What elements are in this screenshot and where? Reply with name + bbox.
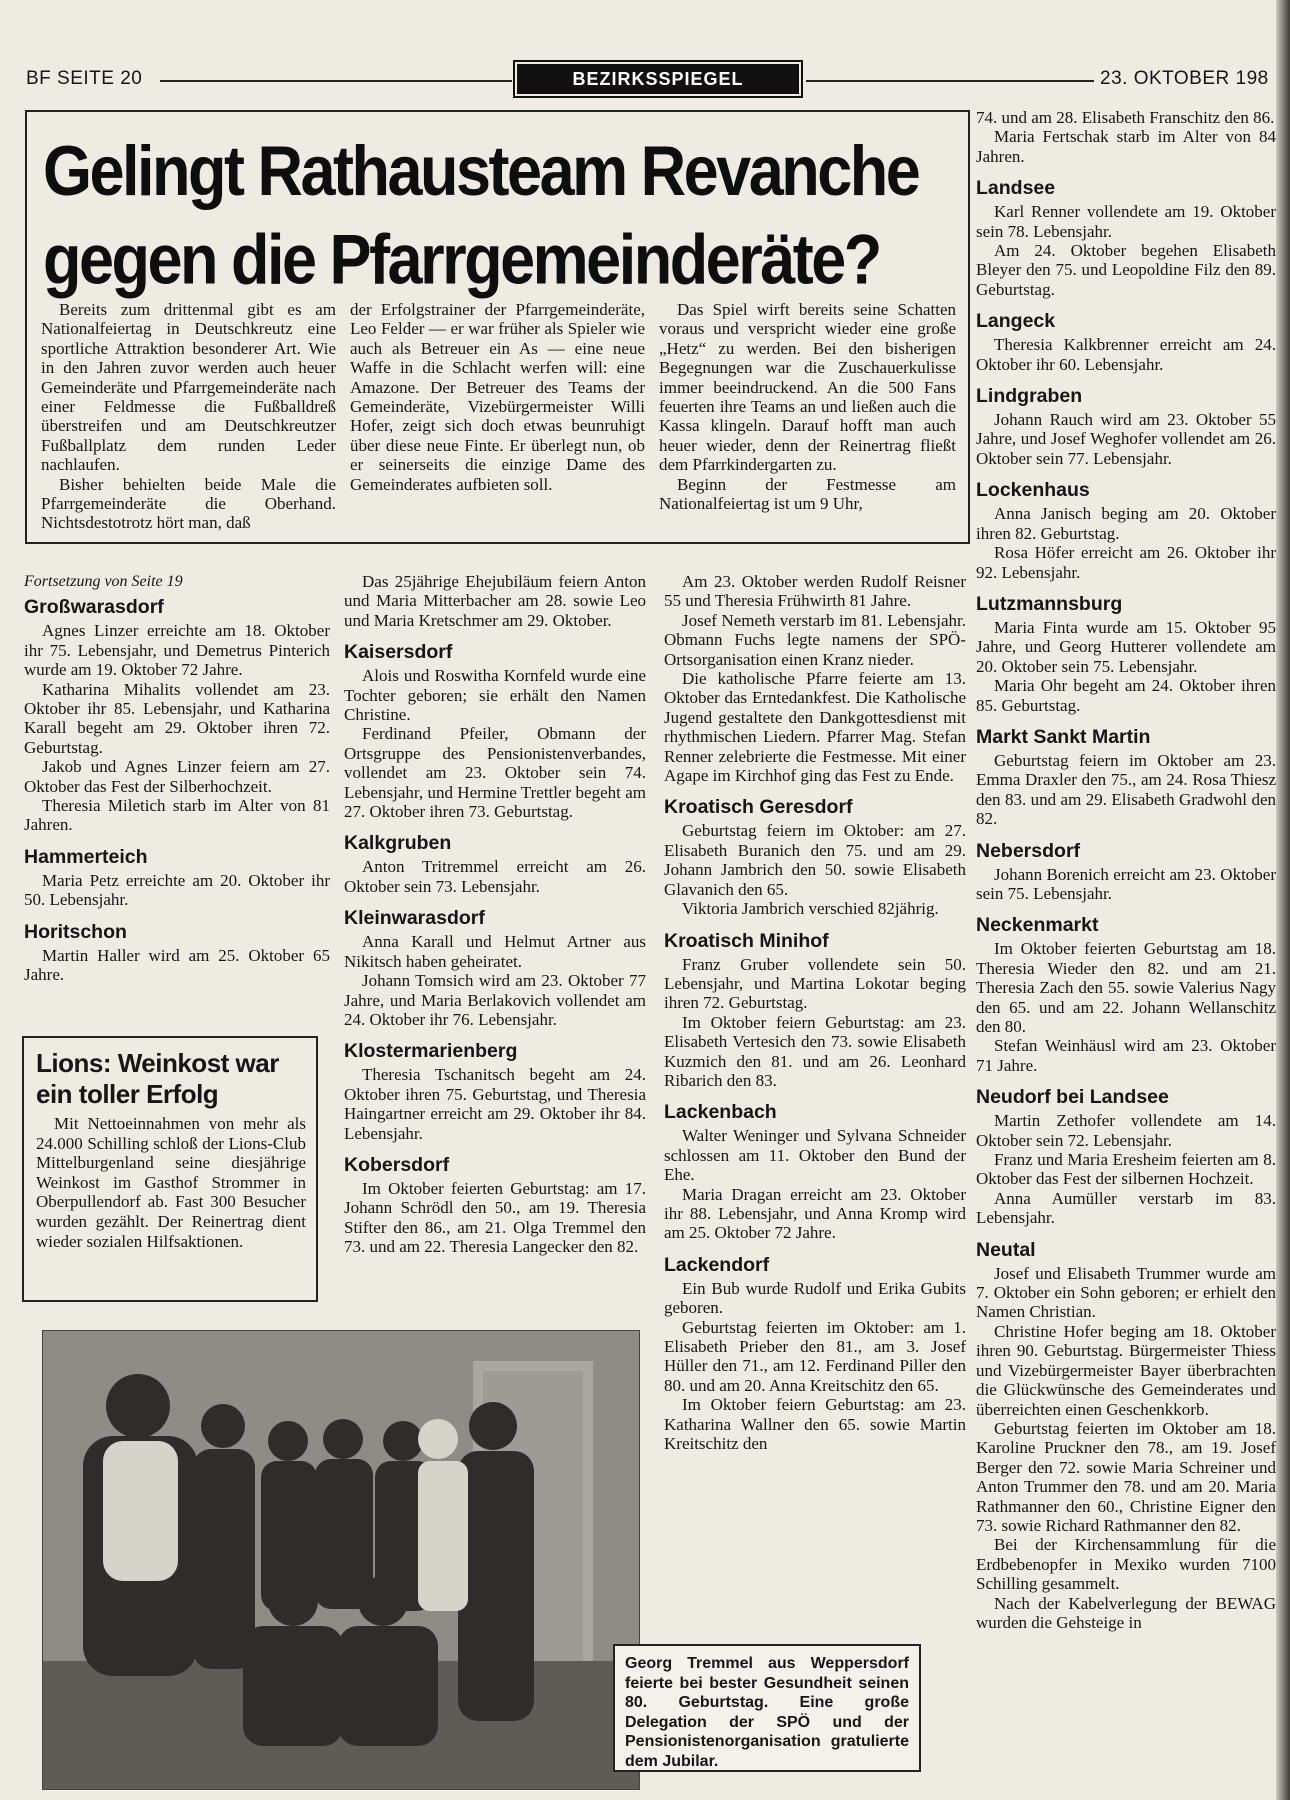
news-item: Geburtstag feiern im Oktober: am 27. Elisabeth Buranich den 75. und am 29. Johann Jambrich den 50. sowie Elisabeth Glavanich den 65. (664, 821, 966, 899)
town-heading: Nebersdorf (976, 839, 1081, 862)
news-item: Maria Ohr begeht am 24. Oktober ihren 85. Geburtstag. (976, 676, 1276, 715)
news-item: Das 25jährige Ehejubiläum feiern Anton und Maria Mitterbacher am 28. sowie Leo und Maria Kretschmer am 29. Oktober. (344, 572, 646, 630)
headline-line-2: gegen die Pfarrgemeinderäte? (43, 220, 880, 300)
news-item: Josef und Elisabeth Trummer wurde am 7. Oktober ein Sohn geboren; er erhielt den Namen Christian. (976, 1263, 1276, 1322)
news-item: Martin Haller wird am 25. Oktober 65 Jahre. (24, 945, 330, 985)
news-item: Theresia Kalkbrenner erreicht am 24. Oktober ihr 60. Lebensjahr. (976, 335, 1276, 374)
news-item: Anna Janisch beging am 20. Oktober ihren 82. Geburtstag. (976, 504, 1276, 543)
lead-column-1 (41, 300, 336, 533)
news-item: 74. und am 28. Elisabeth Franschitz den 86. (976, 108, 1275, 127)
news-item: Am 24. Oktober begehen Elisabeth Bleyer den 75. und Leopoldine Filz den 89. Geburtstag. (976, 241, 1276, 299)
news-item: Anna Aumüller verstarb im 83. Lebensjahr. (976, 1188, 1276, 1228)
news-item: Anna Karall und Helmut Artner aus Nikitsch haben geheiratet. (344, 932, 646, 971)
news-item: Theresia Miletich starb im Alter von 81 Jahren. (24, 796, 330, 835)
header-rule-right (806, 80, 1094, 82)
lead-paragraph: Beginn der Festmesse am Nationalfeiertag ist um 9 Uhr, (659, 474, 956, 514)
news-item: Die katholische Pfarre feierte am 13. Oktober das Erntedankfest. Die Katholische Jugend gestaltete den Dankgottesdienst mit rhythmischen Liedern. Pfarrer Mag. Stefan Renner zelebrierte die Festmesse. Mit einer Agape im Kirchhof ging das Fest zu Ende. (664, 669, 966, 786)
lions-title: Lions: Weinkost war ein toller Erfolg (36, 1048, 279, 1109)
news-item: Im Oktober feierten Geburtstag: am 17. Johann Schrödl den 50., am 19. Theresia Stifter den 86., am 21. Olga Tremmel den 73. und am 22. Theresia Langecker den 82. (344, 1178, 646, 1257)
news-item: Johann Borenich erreicht am 23. Oktober sein 75. Lebensjahr. (976, 864, 1276, 903)
lions-text (36, 1114, 306, 1251)
news-item: Stefan Weinhäusl wird am 23. Oktober 71 Jahre. (976, 1036, 1276, 1075)
town-heading: Lackendorf (664, 1253, 770, 1276)
town-heading: Landsee (976, 177, 1056, 200)
town-heading: Kalkgruben (344, 832, 452, 855)
town-heading: Neckenmarkt (976, 914, 1099, 937)
news-item: Ferdinand Pfeiler, Obmann der Ortsgruppe des Pensionistenverbandes, vollendet am 23. Oktober sein 74. Lebensjahr, und Hermine Trettler begeht am 27. Oktober ihren 73. Geburtstag. (344, 724, 646, 822)
news-item: Maria Fertschak starb im Alter von 84 Jahren. (976, 127, 1276, 166)
town-heading: Hammerteich (24, 845, 148, 868)
news-column-4 (976, 108, 1276, 1796)
lions-paragraph: Mit Nettoeinnahmen von mehr als 24.000 Schilling schloß der Lions-Club Mittelburgenland seine diesjährige Weinkost im Gasthof Strommer in Oberpullendorf ab. Fast 300 Besucher wurden gezählt. Der Reinertrag dient wieder sozialen Hilfsaktionen. (36, 1114, 306, 1251)
town-heading: Langeck (976, 310, 1056, 333)
town-heading: Lindgraben (976, 385, 1083, 408)
news-item: Geburtstag feierten im Oktober: am 1. Elisabeth Prieber den 81., am 3. Josef Hüller den 71., am 12. Ferdinand Piller den 80. und am 20. Anna Kreitschitz den 65. (664, 1317, 966, 1395)
lead-paragraph: Bisher behielten beide Male die Pfarrgemeinderäte die Oberhand. Nichtsdestotrotz hört man, daß (41, 474, 336, 533)
news-item: Franz und Maria Eresheim feierten am 8. Oktober das Fest der silbernen Hochzeit. (976, 1150, 1276, 1189)
news-item: Im Oktober feiern Geburtstag: am 23. Elisabeth Vertesich den 73. sowie Elisabeth Kuzmich den 81. und am 26. Leonhard Ribarich den 83. (664, 1012, 966, 1090)
group-photo (42, 1330, 640, 1790)
town-heading: Klostermarienberg (344, 1040, 518, 1063)
issue-date: 23. OKTOBER 198 (1100, 68, 1269, 89)
news-item: Johann Tomsich wird am 23. Oktober 77 Jahre, und Maria Berlakovich vollendet am 24. Oktober ihr 76. Lebensjahr. (344, 971, 646, 1029)
news-item: Josef Nemeth verstarb im 81. Lebensjahr. Obmann Fuchs legte namens der SPÖ-Ortsorganisation einen Kranz nieder. (664, 610, 966, 669)
news-item: Alois und Roswitha Kornfeld wurde eine Tochter geboren; sie erhält den Namen Christine. (344, 666, 646, 725)
headline-line-1: Gelingt Rathausteam Revanche (43, 132, 919, 211)
lead-paragraph: Das Spiel wirft bereits seine Schatten voraus und verspricht wieder eine große „Hetz“ zu werden. Bei den bisherigen Begegnungen war die Zuschauerkulisse immer beeindruckend. An die 500 Fans feuerten ihre Teams an und ließen auch die Kassa klingeln. Darauf hofft man auch heuer wieder, denn der Reinertrag fließt dem Pfarrkindergarten zu. (659, 300, 956, 475)
section-label: BEZIRKSSPIEGEL (517, 64, 799, 94)
town-heading: Kobersdorf (344, 1153, 450, 1176)
town-heading: Kroatisch Geresdorf (664, 796, 853, 819)
lead-article (25, 110, 970, 544)
town-heading: Lackenbach (664, 1101, 777, 1124)
news-item: Viktoria Jambrich verschied 82jährig. (682, 899, 939, 919)
page-edge (1276, 0, 1290, 1800)
lead-column-2 (350, 300, 645, 494)
news-column-2 (344, 572, 646, 1257)
news-item: Agnes Linzer erreichte am 18. Oktober ihr 75. Lebensjahr, und Demetrus Pinterich wurde am 19. Oktober 72 Jahre. (24, 621, 330, 680)
news-item: Karl Renner vollendete am 19. Oktober sein 78. Lebensjahr. (976, 202, 1276, 241)
town-heading: Neutal (976, 1238, 1036, 1261)
photo-caption: Georg Tremmel aus Weppersdorf feierte bei bester Gesundheit seinen 80. Geburtstag. Eine große Delegation der SPÖ und der Pensionistenorganisation gratulierte dem Jubilar. (613, 1644, 921, 1772)
news-item: Am 23. Oktober werden Rudolf Reisner 55 und Theresia Frühwirth 81 Jahre. (664, 572, 966, 611)
news-column-3 (664, 572, 966, 1453)
news-item: Rosa Höfer erreicht am 26. Oktober ihr 92. Lebensjahr. (976, 543, 1276, 582)
lead-paragraph: der Erfolgstrainer der Pfarrgemeinderäte, Leo Felder — er war früher als Spieler wie auch als Betreuer ein As — eine neue Waffe in die Schlacht werfen will: eine Amazone. Der Betreuer des Teams der Gemeinderäte, Vizebürgermeister Willi Hofer, zeigt sich doch etwas beunruhigt über diese neue Finte. Er überlegt nun, ob er seinerseits die einzige Dame des Gemeinderates aufbieten soll. (350, 300, 645, 494)
lead-column-3 (659, 300, 956, 513)
news-item: Im Oktober feierten Geburtstag am 18. Theresia Wieder den 82. und am 21. Theresia Zach den 55. sowie Valerius Nagy den 65. und am 22. Johann Wellanschitz den 80. (976, 939, 1276, 1036)
lions-box (22, 1036, 318, 1302)
town-heading: Markt Sankt Martin (976, 725, 1151, 748)
news-item: Walter Weninger und Sylvana Schneider schlossen am 11. Oktober den Bund der Ehe. (664, 1126, 966, 1185)
news-item: Jakob und Agnes Linzer feiern am 27. Oktober das Fest der Silberhochzeit. (24, 757, 330, 796)
town-heading: Neudorf bei Landsee (976, 1086, 1169, 1109)
news-item: Theresia Tschanitsch begeht am 24. Oktober ihren 75. Geburtstag, und Theresia Haingartner erreicht am 29. Oktober ihr 84. Lebensjahr. (344, 1065, 646, 1143)
news-item: Franz Gruber vollendete sein 50. Lebensjahr, und Martina Lokotar beging ihren 72. Geburtstag. (664, 954, 966, 1013)
town-heading: Kleinwarasdorf (344, 907, 485, 930)
news-column-1 (24, 572, 330, 985)
town-heading: Kaisersdorf (344, 641, 453, 664)
news-item: Nach der Kabelverlegung der BEWAG wurden die Gehsteige in (976, 1593, 1276, 1632)
town-heading: Horitschon (24, 920, 127, 943)
news-item: Martin Zethofer vollendete am 14. Oktober sein 72. Lebensjahr. (976, 1111, 1276, 1150)
news-item: Bei der Kirchensammlung für die Erdbebenopfer in Mexiko wurden 7100 Schilling gesammelt. (976, 1535, 1276, 1594)
town-heading: Kroatisch Minihof (664, 929, 829, 952)
page-number: BF SEITE 20 (26, 68, 143, 89)
news-item: Ein Bub wurde Rudolf und Erika Gubits geboren. (664, 1278, 966, 1318)
town-heading: Lockenhaus (976, 479, 1090, 502)
news-item: Im Oktober feiern Geburtstag: am 23. Katharina Wallner den 65. sowie Martin Kreitschitz den (664, 1395, 966, 1454)
news-item: Johann Rauch wird am 23. Oktober 55 Jahre, und Josef Weghofer vollendet am 26. Oktober sein 77. Lebensjahr. (976, 410, 1276, 468)
news-item: Maria Petz erreichte am 20. Oktober ihr 50. Lebensjahr. (24, 870, 330, 910)
group-photo-illustration (43, 1331, 640, 1790)
news-item: Maria Finta wurde am 15. Oktober 95 Jahre, und Georg Hutterer vollendete am 20. Oktober sein 75. Lebensjahr. (976, 617, 1276, 676)
news-item: Christine Hofer beging am 18. Oktober ihren 90. Geburtstag. Bürgermeister Thiess und Vizebürgermeister Bayer überbrachten die Glückwünsche des Gemeinderates und überreichten einen Geschenkkorb. (976, 1321, 1276, 1419)
town-heading: Großwarasdorf (24, 596, 164, 619)
news-item: Geburtstag feierten im Oktober am 18. Karoline Pruckner den 78., am 19. Josef Berger den 72. sowie Maria Schreiner und Anton Trummer den 78. und am 20. Maria Rathmanner den 60., Christine Eigner den 73. sowie Richard Rathmanner den 82. (976, 1418, 1276, 1535)
headline (43, 128, 963, 305)
town-heading: Lutzmannsburg (976, 592, 1123, 615)
header-rule-left (160, 80, 512, 82)
continuation-note: Fortsetzung von Seite 19 (24, 573, 183, 590)
news-item: Maria Dragan erreicht am 23. Oktober ihr 88. Lebensjahr, und Anna Kromp wird am 25. Oktober 72 Jahre. (664, 1184, 966, 1243)
news-item: Anton Tritremmel erreicht am 26. Oktober sein 73. Lebensjahr. (344, 857, 646, 896)
news-item: Geburtstag feiern im Oktober am 23. Emma Draxler den 75., am 24. Rosa Thiesz den 83. und am 29. Elisabeth Gradwohl den 82. (976, 750, 1276, 829)
news-item: Katharina Mihalits vollendet am 23. Oktober ihr 85. Lebensjahr, und Katharina Karall begeht am 29. Oktober ihren 72. Geburtstag. (24, 679, 330, 757)
lead-paragraph: Bereits zum drittenmal gibt es am Nationalfeiertag in Deutschkreutz eine sportliche Attraktion besonderer Art. Wie in den Jahren zuvor werden auch heuer Gemeinderäte und Pfarrgemeinderäte nach einer Feldmesse die Fußballdreß überstreifen und am Deutschkreutzer Fußballplatz dem runden Leder nachlaufen. (41, 300, 336, 475)
